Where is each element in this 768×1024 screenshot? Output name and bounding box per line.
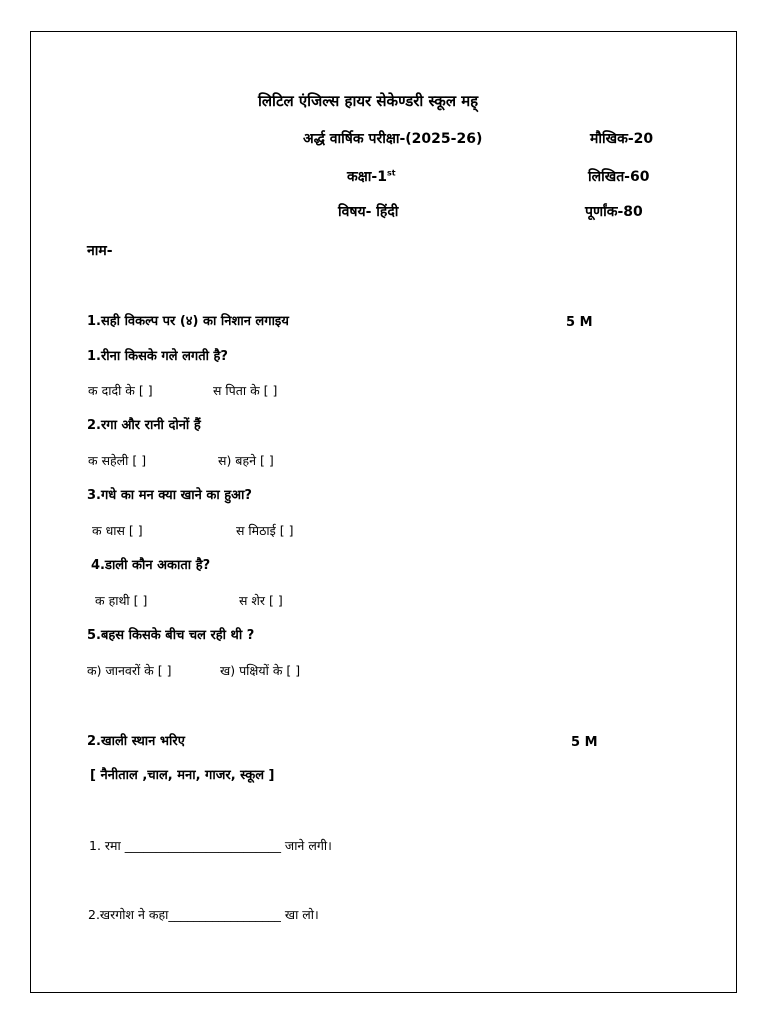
question-3: 3.गधे का मन क्या खाने का हुआ? bbox=[87, 488, 252, 503]
class-label-suffix: st bbox=[386, 168, 396, 178]
written-marks: लिखित-60 bbox=[588, 169, 650, 185]
section2-marks: 5 M bbox=[571, 735, 598, 750]
word-bank: [ नैनीताल ,चाल, मना, गाजर, स्कूल ] bbox=[90, 768, 275, 783]
fill-blank-1: 1. रमा _________________________ जाने लगी। bbox=[89, 838, 332, 853]
section2-title: 2.खाली स्थान भरिए bbox=[87, 734, 185, 749]
question-3-option-b: स मिठाई [ ] bbox=[236, 523, 294, 538]
question-5: 5.बहस किसके बीच चल रही थी ? bbox=[87, 628, 255, 643]
class-label-text: कक्षा-1 bbox=[347, 169, 387, 185]
class-label bbox=[347, 170, 396, 184]
section1-title: 1.सही विकल्प पर (४) का निशान लगाइय bbox=[87, 314, 289, 329]
question-4-option-b: स शेर [ ] bbox=[239, 593, 283, 608]
question-2-option-a: क सहेली [ ] bbox=[88, 453, 147, 468]
question-1-option-b: स पिता के [ ] bbox=[213, 383, 278, 398]
subject: विषय- हिंदी bbox=[338, 204, 399, 220]
section1-marks: 5 M bbox=[566, 315, 593, 330]
question-2: 2.रगा और रानी दोनों हैं bbox=[87, 418, 201, 433]
question-1-option-a: क दादी के [ ] bbox=[88, 383, 153, 398]
school-name: लिटिल एंजिल्स हायर सेकेण्डरी स्कूल मह् bbox=[258, 92, 479, 110]
question-2-option-b: स) बहने [ ] bbox=[218, 453, 274, 468]
fill-blank-2: 2.खरगोश ने कहा__________________ खा लो। bbox=[88, 907, 319, 922]
question-4-option-a: क हाथी [ ] bbox=[95, 593, 148, 608]
total-marks: पूर्णांक-80 bbox=[585, 204, 643, 220]
question-3-option-a: क धास [ ] bbox=[92, 523, 143, 538]
oral-marks: मौखिक-20 bbox=[590, 131, 654, 147]
question-5-option-a: क) जानवरों के [ ] bbox=[87, 663, 172, 678]
question-5-option-b: ख) पक्षियों के [ ] bbox=[220, 663, 301, 678]
question-1: 1.रीना किसके गले लगती है? bbox=[87, 349, 228, 364]
question-4: 4.डाली कौन अकाता है? bbox=[91, 558, 211, 573]
exam-title: अर्द्ध वार्षिक परीक्षा-(2025-26) bbox=[303, 131, 483, 147]
student-name-label: नाम- bbox=[87, 243, 113, 259]
